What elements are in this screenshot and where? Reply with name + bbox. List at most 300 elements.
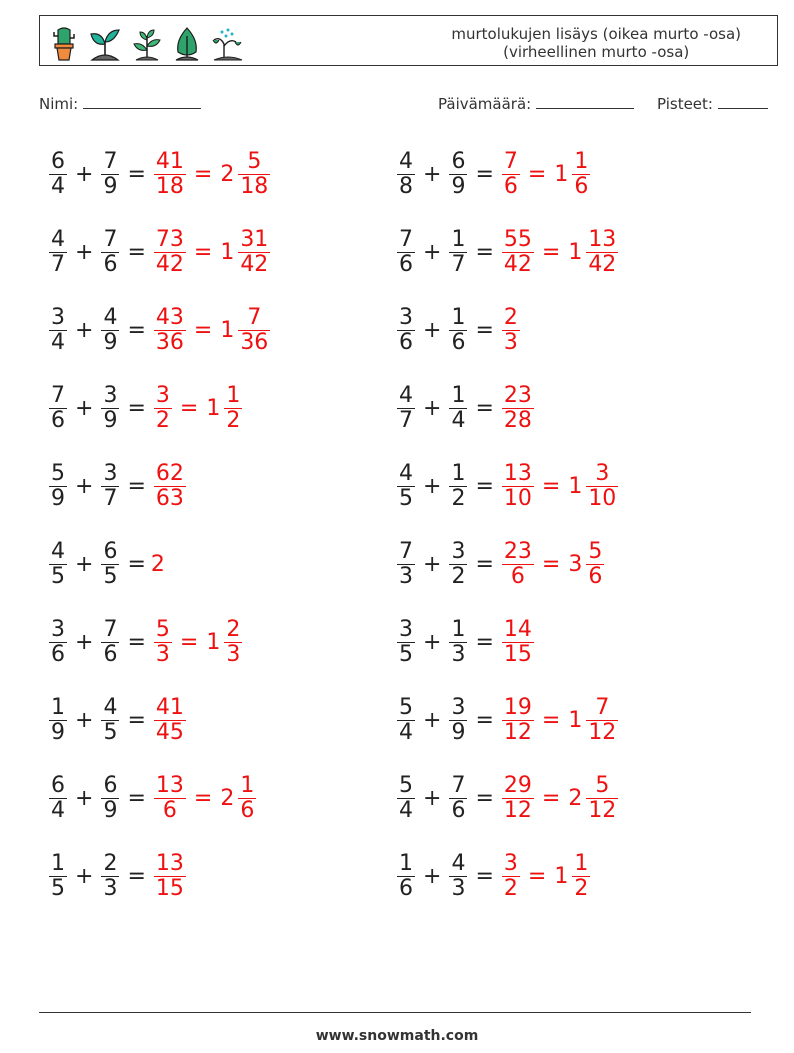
worksheet-title (451, 25, 741, 61)
answer (151, 462, 189, 511)
addend-2-denominator: 9 (103, 797, 118, 823)
addend-1-denominator: 4 (399, 719, 413, 745)
answer (151, 774, 259, 823)
problem-4 (394, 222, 621, 282)
equals-sign: = (475, 551, 494, 577)
mixed-fraction (238, 774, 256, 823)
title-line-2: (virheellinen murto -osa) (503, 43, 690, 61)
addend-2-denominator: 9 (103, 173, 118, 199)
addend-2-denominator: 2 (451, 563, 466, 589)
addend-1 (49, 150, 67, 199)
equals-sign: = (475, 473, 494, 499)
problem-12 (394, 534, 607, 594)
answer (499, 696, 621, 745)
addend-1-denominator: 5 (51, 875, 65, 901)
addend-1-denominator: 6 (399, 329, 413, 355)
addend-2-numerator: 3 (103, 382, 118, 408)
mixed-fraction-denominator: 36 (240, 329, 269, 355)
addend-2 (101, 774, 119, 823)
equals-sign: = (127, 395, 146, 421)
mixed-fraction (238, 150, 270, 199)
addend-1-numerator: 7 (399, 538, 413, 564)
mixed-whole: 1 (554, 161, 569, 187)
title-line-1: murtolukujen lisäys (oikea murto -osa) (451, 25, 741, 43)
plus-sign: + (75, 629, 94, 655)
improper-fraction-numerator: 14 (503, 616, 532, 642)
addend-1 (49, 696, 67, 745)
answer (499, 462, 621, 511)
mixed-fraction-numerator: 1 (226, 382, 241, 408)
addend-1 (49, 228, 67, 277)
name-label: Nimi: (39, 95, 79, 113)
improper-fraction-denominator: 12 (503, 797, 532, 823)
addend-1-denominator: 5 (51, 563, 65, 589)
addend-2-numerator: 3 (451, 694, 466, 720)
addend-2-denominator: 6 (103, 251, 118, 277)
addend-1-numerator: 4 (399, 148, 413, 174)
improper-fraction-denominator: 28 (503, 407, 532, 433)
answer (151, 852, 189, 901)
equals-sign: = (193, 161, 213, 187)
addend-1 (49, 384, 67, 433)
answer (151, 150, 273, 199)
addend-2 (449, 384, 467, 433)
addend-1-denominator: 6 (399, 875, 413, 901)
addend-2-denominator: 9 (103, 407, 118, 433)
plus-sign: + (75, 239, 94, 265)
equals-sign: = (193, 317, 213, 343)
answer (499, 150, 593, 199)
addend-2 (449, 618, 467, 667)
improper-fraction (502, 150, 520, 199)
equals-sign: = (127, 863, 146, 889)
worksheet-header (39, 15, 778, 66)
addend-1-denominator: 6 (51, 407, 65, 433)
plus-sign: + (75, 473, 94, 499)
addend-2-numerator: 7 (103, 616, 118, 642)
potted-cactus-icon (48, 26, 80, 62)
mixed-fraction (224, 384, 242, 433)
plus-sign: + (75, 317, 94, 343)
mixed-whole: 1 (220, 317, 235, 343)
improper-fraction-denominator: 6 (503, 173, 518, 199)
improper-fraction-numerator: 13 (155, 772, 184, 798)
problem-11 (46, 534, 165, 594)
addend-2-denominator: 7 (451, 251, 466, 277)
mixed-fraction-numerator: 7 (247, 304, 262, 330)
mixed-fraction-numerator: 5 (588, 538, 603, 564)
mixed-fraction (224, 618, 242, 667)
problem-10 (394, 456, 621, 516)
addend-2 (101, 384, 119, 433)
problem-18 (394, 768, 621, 828)
mixed-whole: 1 (568, 239, 583, 265)
addend-1-numerator: 7 (51, 382, 65, 408)
mixed-fraction-numerator: 3 (595, 460, 610, 486)
date-blank[interactable] (536, 94, 634, 109)
improper-fraction-denominator: 2 (155, 407, 170, 433)
equals-sign: = (127, 317, 146, 343)
plus-sign: + (75, 395, 94, 421)
addend-2 (101, 618, 119, 667)
equals-sign: = (193, 785, 213, 811)
addend-2 (449, 696, 467, 745)
equals-sign: = (179, 629, 199, 655)
addend-2 (101, 150, 119, 199)
improper-fraction-numerator: 2 (503, 304, 518, 330)
whole-answer: 2 (150, 551, 165, 577)
addend-2-denominator: 6 (451, 797, 466, 823)
answer (151, 552, 165, 577)
addend-2-numerator: 6 (451, 148, 466, 174)
addend-2-denominator: 4 (451, 407, 466, 433)
answer (151, 696, 189, 745)
plus-sign: + (423, 863, 442, 889)
mixed-fraction-numerator: 31 (240, 226, 269, 252)
answer (499, 384, 537, 433)
addend-1-numerator: 3 (51, 616, 65, 642)
equals-sign: = (541, 473, 561, 499)
improper-fraction (154, 852, 186, 901)
addend-2-numerator: 4 (103, 304, 118, 330)
addend-1-numerator: 5 (51, 460, 65, 486)
equals-sign: = (541, 551, 561, 577)
mixed-fraction-denominator: 42 (588, 251, 617, 277)
addend-1 (397, 384, 415, 433)
addend-1 (397, 306, 415, 355)
improper-fraction-denominator: 45 (155, 719, 184, 745)
addend-2 (449, 228, 467, 277)
improper-fraction (154, 306, 186, 355)
improper-fraction-numerator: 43 (155, 304, 184, 330)
equals-sign: = (127, 785, 146, 811)
name-field[interactable] (39, 94, 201, 113)
plus-sign: + (75, 161, 94, 187)
answer (499, 540, 607, 589)
answer (499, 774, 621, 823)
addend-1 (397, 618, 415, 667)
watering-plant-icon (210, 26, 246, 62)
date-label: Päivämäärä: (438, 95, 532, 113)
plus-sign: + (75, 785, 94, 811)
mixed-fraction (586, 228, 618, 277)
answer (151, 618, 245, 667)
mixed-fraction-numerator: 5 (595, 772, 610, 798)
plus-sign: + (423, 551, 442, 577)
improper-fraction-numerator: 5 (155, 616, 170, 642)
improper-fraction-numerator: 19 (503, 694, 532, 720)
addend-2-denominator: 6 (451, 329, 466, 355)
equals-sign: = (127, 707, 146, 733)
mixed-fraction (586, 774, 618, 823)
equals-sign: = (475, 863, 494, 889)
addend-1-denominator: 7 (51, 251, 65, 277)
mixed-fraction-denominator: 42 (240, 251, 269, 277)
mixed-whole: 1 (220, 239, 235, 265)
equals-sign: = (475, 395, 494, 421)
equals-sign: = (541, 785, 561, 811)
mixed-fraction-numerator: 5 (247, 148, 262, 174)
improper-fraction-numerator: 29 (503, 772, 532, 798)
addend-2-numerator: 6 (103, 772, 118, 798)
improper-fraction (502, 696, 534, 745)
addend-2-denominator: 9 (451, 719, 466, 745)
equals-sign: = (179, 395, 199, 421)
addend-1-denominator: 8 (399, 173, 413, 199)
addend-2 (101, 852, 119, 901)
mixed-fraction (238, 306, 270, 355)
plus-sign: + (423, 707, 442, 733)
improper-fraction-numerator: 13 (503, 460, 532, 486)
improper-fraction-numerator: 55 (503, 226, 532, 252)
improper-fraction (154, 384, 172, 433)
mixed-fraction (572, 852, 590, 901)
addend-1 (49, 774, 67, 823)
mixed-whole: 1 (568, 707, 583, 733)
addend-2-numerator: 1 (451, 460, 466, 486)
addend-1 (397, 228, 415, 277)
improper-fraction-denominator: 36 (155, 329, 184, 355)
addend-1-numerator: 3 (51, 304, 65, 330)
improper-fraction-denominator: 3 (155, 641, 170, 667)
footer-url: www.snowmath.com (315, 1028, 479, 1044)
addend-2-numerator: 1 (451, 226, 466, 252)
name-blank[interactable] (83, 94, 201, 109)
addend-2-numerator: 1 (451, 382, 466, 408)
score-field[interactable] (657, 94, 768, 113)
addend-2-numerator: 4 (451, 850, 466, 876)
plus-sign: + (423, 161, 442, 187)
score-label: Pisteet: (657, 95, 713, 113)
mixed-fraction-numerator: 7 (595, 694, 610, 720)
improper-fraction (502, 852, 520, 901)
mixed-fraction-numerator: 1 (574, 850, 589, 876)
equals-sign: = (475, 239, 494, 265)
plus-sign: + (423, 239, 442, 265)
addend-1-denominator: 3 (399, 563, 413, 589)
improper-fraction (502, 228, 534, 277)
equals-sign: = (127, 473, 146, 499)
problem-1 (46, 144, 273, 204)
mixed-whole: 2 (220, 161, 235, 187)
improper-fraction-denominator: 18 (155, 173, 184, 199)
improper-fraction-numerator: 13 (155, 850, 184, 876)
improper-fraction-numerator: 73 (155, 226, 184, 252)
improper-fraction (502, 618, 534, 667)
improper-fraction-numerator: 3 (503, 850, 518, 876)
improper-fraction-denominator: 12 (503, 719, 532, 745)
equals-sign: = (475, 161, 494, 187)
addend-2-denominator: 9 (451, 173, 466, 199)
score-blank[interactable] (718, 94, 768, 109)
addend-1 (397, 150, 415, 199)
addend-2-denominator: 2 (451, 485, 466, 511)
mixed-whole: 1 (206, 395, 221, 421)
mixed-whole: 1 (206, 629, 221, 655)
equals-sign: = (475, 707, 494, 733)
plus-sign: + (75, 551, 94, 577)
mixed-fraction-numerator: 1 (240, 772, 255, 798)
equals-sign: = (475, 629, 494, 655)
sprout-icon (88, 26, 122, 62)
addend-1-numerator: 5 (399, 694, 413, 720)
improper-fraction (154, 150, 186, 199)
plus-sign: + (75, 707, 94, 733)
mixed-fraction (238, 228, 270, 277)
addend-2 (101, 462, 119, 511)
mixed-fraction (586, 540, 604, 589)
addend-1 (49, 306, 67, 355)
addend-2-numerator: 1 (451, 616, 466, 642)
equals-sign: = (193, 239, 213, 265)
improper-fraction-denominator: 42 (503, 251, 532, 277)
improper-fraction-denominator: 10 (503, 485, 532, 511)
plant-icons (48, 22, 246, 62)
addend-1-denominator: 6 (51, 641, 65, 667)
improper-fraction-denominator: 2 (503, 875, 518, 901)
addend-2 (101, 306, 119, 355)
addend-1-denominator: 9 (51, 485, 65, 511)
addend-1 (397, 462, 415, 511)
addend-2-denominator: 6 (103, 641, 118, 667)
equals-sign: = (127, 239, 146, 265)
answer (151, 306, 273, 355)
addend-2 (449, 540, 467, 589)
improper-fraction (502, 306, 520, 355)
addend-1-denominator: 4 (399, 797, 413, 823)
addend-1-denominator: 9 (51, 719, 65, 745)
improper-fraction-denominator: 6 (510, 563, 525, 589)
mixed-fraction-numerator: 13 (588, 226, 617, 252)
addend-1-numerator: 1 (399, 850, 413, 876)
addend-1 (49, 852, 67, 901)
improper-fraction (502, 384, 534, 433)
improper-fraction-numerator: 3 (155, 382, 170, 408)
problem-17 (46, 768, 259, 828)
addend-2 (101, 540, 119, 589)
equals-sign: = (127, 551, 146, 577)
improper-fraction-numerator: 7 (503, 148, 518, 174)
improper-fraction (502, 774, 534, 823)
mixed-fraction-denominator: 6 (240, 797, 255, 823)
equals-sign: = (527, 161, 547, 187)
mixed-whole: 2 (568, 785, 583, 811)
answer (151, 384, 245, 433)
mixed-fraction-denominator: 3 (226, 641, 241, 667)
addend-2-denominator: 5 (103, 563, 118, 589)
addend-1-denominator: 4 (51, 329, 65, 355)
addend-1-numerator: 4 (51, 226, 65, 252)
addend-2-numerator: 7 (451, 772, 466, 798)
mixed-fraction-denominator: 18 (240, 173, 269, 199)
problem-13 (46, 612, 245, 672)
mixed-whole: 2 (220, 785, 235, 811)
mixed-fraction-denominator: 2 (226, 407, 241, 433)
equals-sign: = (475, 317, 494, 343)
improper-fraction-numerator: 23 (503, 538, 532, 564)
addend-1 (49, 540, 67, 589)
improper-fraction (154, 618, 172, 667)
plus-sign: + (75, 863, 94, 889)
mixed-fraction (572, 150, 590, 199)
mixed-fraction-denominator: 12 (588, 797, 617, 823)
addend-2-numerator: 7 (103, 148, 118, 174)
improper-fraction-denominator: 3 (503, 329, 518, 355)
equals-sign: = (527, 863, 547, 889)
mixed-whole: 1 (554, 863, 569, 889)
mixed-fraction-denominator: 6 (574, 173, 589, 199)
mixed-fraction-numerator: 2 (226, 616, 241, 642)
improper-fraction-numerator: 41 (155, 694, 184, 720)
problem-2 (394, 144, 593, 204)
addend-1 (397, 774, 415, 823)
mixed-fraction-denominator: 6 (588, 563, 603, 589)
improper-fraction-denominator: 15 (503, 641, 532, 667)
addend-2-numerator: 2 (103, 850, 118, 876)
equals-sign: = (475, 785, 494, 811)
addend-2 (449, 150, 467, 199)
addend-1-numerator: 6 (51, 148, 65, 174)
answer (499, 852, 593, 901)
addend-1 (49, 462, 67, 511)
addend-2-numerator: 4 (103, 694, 118, 720)
mixed-fraction (586, 696, 618, 745)
addend-1-denominator: 5 (399, 641, 413, 667)
mixed-whole: 1 (568, 473, 583, 499)
problem-8 (394, 378, 537, 438)
addend-1-numerator: 1 (51, 850, 65, 876)
addend-1-denominator: 6 (399, 251, 413, 277)
addend-2-denominator: 3 (451, 875, 466, 901)
addend-2-denominator: 5 (103, 719, 118, 745)
improper-fraction (154, 228, 186, 277)
improper-fraction (154, 774, 186, 823)
answer (499, 228, 621, 277)
addend-2 (449, 462, 467, 511)
problem-14 (394, 612, 537, 672)
problem-7 (46, 378, 245, 438)
equals-sign: = (541, 707, 561, 733)
improper-fraction (154, 462, 186, 511)
problem-19 (46, 846, 189, 906)
addend-1-numerator: 6 (51, 772, 65, 798)
addend-1 (49, 618, 67, 667)
seedling-icon (130, 26, 164, 62)
improper-fraction-numerator: 23 (503, 382, 532, 408)
addend-1 (397, 852, 415, 901)
addend-2-denominator: 9 (103, 329, 118, 355)
addend-1-numerator: 7 (399, 226, 413, 252)
plus-sign: + (423, 473, 442, 499)
improper-fraction (502, 462, 534, 511)
addend-2-denominator: 7 (103, 485, 118, 511)
addend-1-numerator: 3 (399, 616, 413, 642)
footer-divider (39, 1012, 751, 1013)
improper-fraction-numerator: 62 (155, 460, 184, 486)
mixed-fraction-numerator: 1 (574, 148, 589, 174)
addend-2-denominator: 3 (451, 641, 466, 667)
addend-2 (101, 696, 119, 745)
addend-1-numerator: 4 (51, 538, 65, 564)
improper-fraction (154, 696, 186, 745)
improper-fraction-denominator: 63 (155, 485, 184, 511)
answer (499, 306, 523, 355)
date-field[interactable] (438, 94, 634, 113)
plus-sign: + (423, 317, 442, 343)
addend-2 (449, 306, 467, 355)
equals-sign: = (541, 239, 561, 265)
addend-2 (449, 852, 467, 901)
